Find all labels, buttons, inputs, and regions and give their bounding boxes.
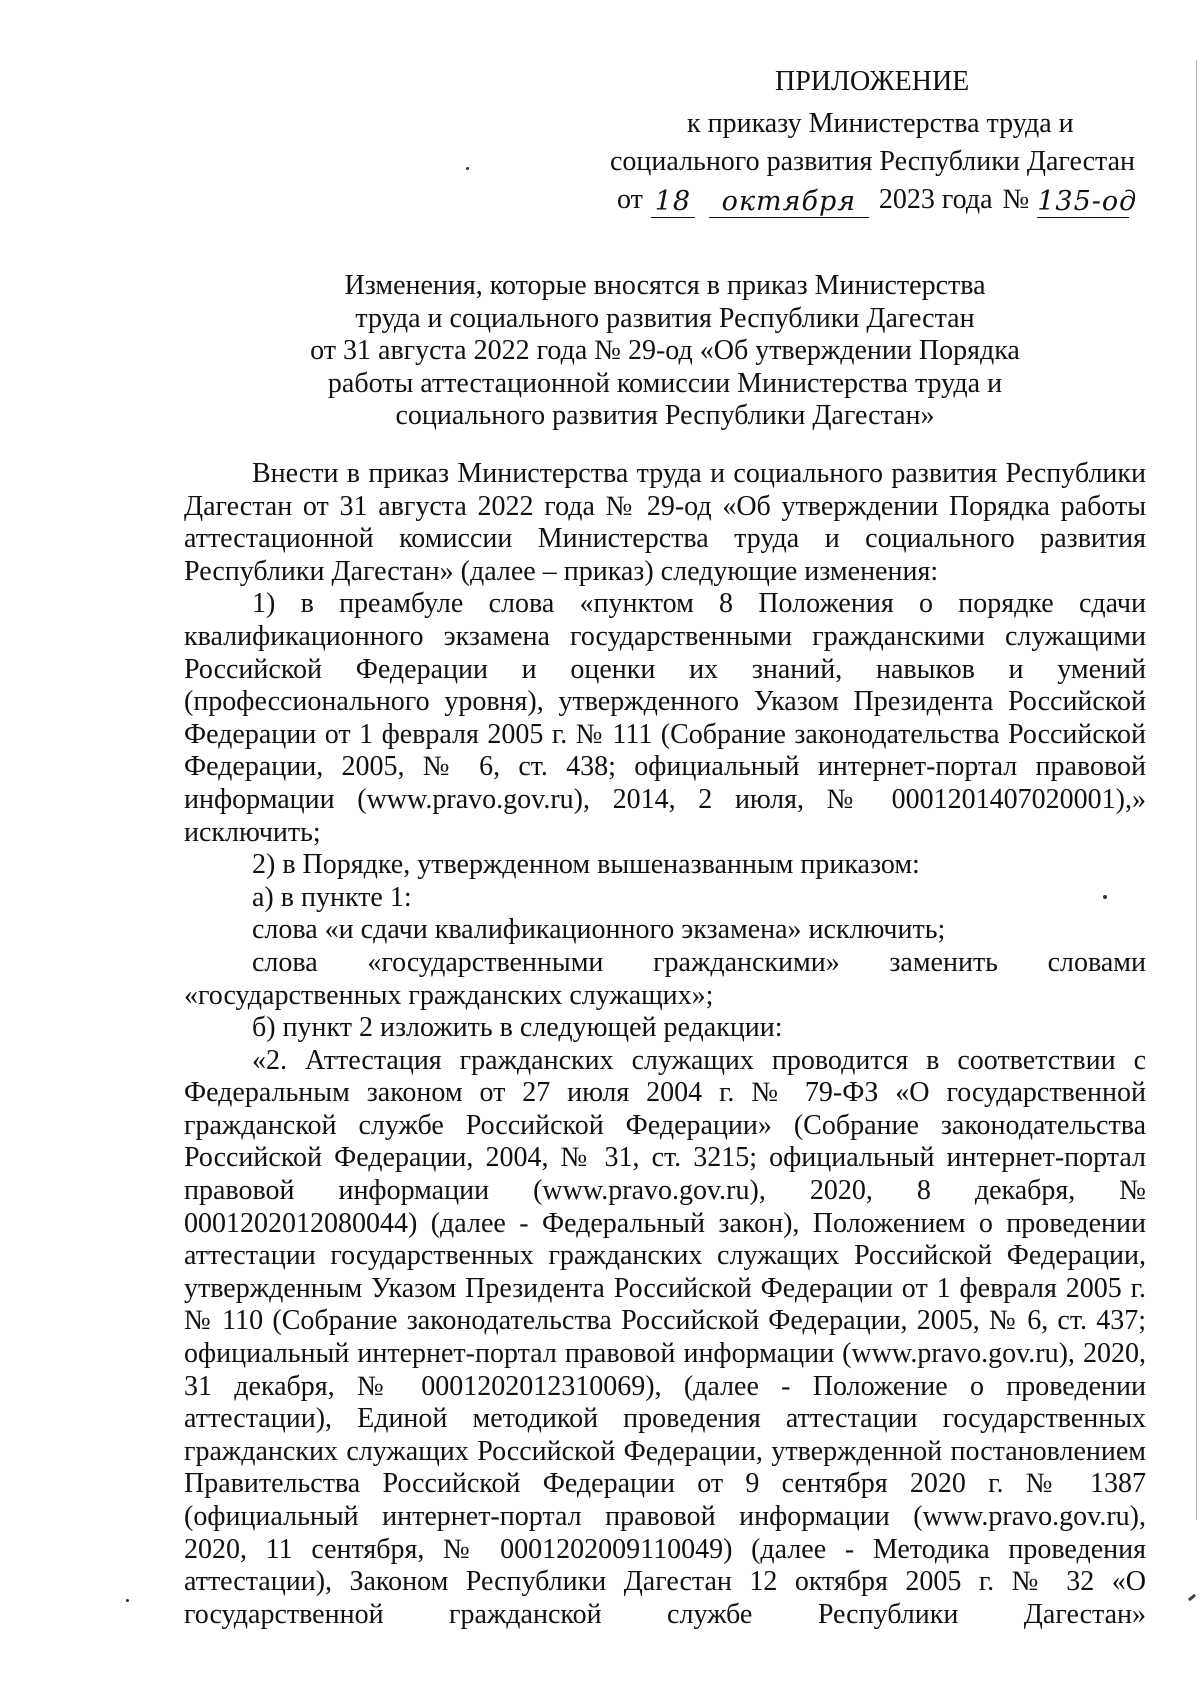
document-body <box>184 458 1146 1631</box>
paragraph-words-replaced: слова «государственными гражданскими» заменить словами «государственных гражданских служащих»; <box>184 946 1146 1011</box>
scan-speck <box>1103 895 1107 899</box>
paragraph-new-item-2: «2. Аттестация гражданских служащих проводится в соответствии с Федеральным законом от 27 июля 2004 г. № 79-ФЗ «О государственной гражданской службе Российской Федерации» (Собрание законодательства Российской Федерации, 2004, № 31, ст. 3215; официальный интернет-портал правовой информации (www.pravo.gov.ru), 2020, 8 декабря, № 0001202012080044) (далее - Федеральный закон), Положением о проведении аттестации государственных гражданских служащих Российской Федерации, утвержденным Указом Президента Российской Федерации от 1 февраля 2005 г. № 110 (Собрание законодательства Российской Федерации, 2005, № 6, ст. 437; официальный интернет-портал правовой информации (www.pravo.gov.ru), 2020, 31 декабря, № 0001202012310069), (далее - Положение о проведении аттестации), Единой методикой проведения аттестации государственных гражданских служащих Российской Федерации, утвержденной постановлением Правительства Российской Федерации от 9 сентября 2020 г. № 1387 (официальный интернет-портал правовой информации (www.pravo.gov.ru), 2020, 11 сентября, № 0001202009110049) (далее - Методика проведения аттестации), Законом Республики Дагестан 12 октября 2005 г. № 32 «О государственной гражданской службе Республики Дагестан» <box>184 1044 1146 1630</box>
year-text: 2023 года <box>878 184 993 215</box>
document-title <box>250 270 1080 433</box>
title-line: работы аттестационной комиссии Министерства труда и <box>327 367 1003 399</box>
paragraph-intro: Внести в приказ Министерства труда и социального развития Республики Дагестан от 31 августа 2022 года № 29-од «Об утверждении Порядка работы аттестационной комиссии Министерства труда и социального развития Республики Дагестан» (далее – приказ) следующие изменения: <box>184 458 1146 587</box>
handwritten-month: октября <box>709 187 869 218</box>
paragraph-subitem-b: б) пункт 2 изложить в следующей редакции: <box>252 1012 783 1044</box>
appendix-title: ПРИЛОЖЕНИЕ <box>775 66 970 97</box>
title-line: Изменения, которые вносятся в приказ Министерства <box>344 270 986 301</box>
appendix-date-number-line <box>617 182 1138 218</box>
appendix-order-reference: к приказу Министерства труда и <box>687 108 1074 139</box>
paragraph-item-2: 2) в Порядке, утвержденном вышеназванным приказом: <box>252 849 920 881</box>
scan-speck <box>126 1599 129 1602</box>
scan-edge-mark <box>1188 1594 1196 1601</box>
paragraph-item-1: 1) в преамбуле слова «пунктом 8 Положения о порядке сдачи квалификационного экзамена государственными гражданскими служащими Российской Федерации и оценки их знаний, навыков и умений (профессионального уровня), утвержденного Указом Президента Российской Федерации от 1 февраля 2005 г. № 111 (Собрание законодательства Российской Федерации, 2005, № 6, ст. 438; официальный интернет-портал правовой информации (www.pravo.gov.ru), 2014, 2 июля, № 0001201407020001),» исключить; <box>184 588 1146 848</box>
appendix-ministry-name: социального развития Республики Дагестан <box>610 146 1136 177</box>
title-line: труда и социального развития Республики Дагестан <box>355 302 975 334</box>
handwritten-order-number: 135-од <box>1037 186 1138 217</box>
handwritten-day: 18 <box>651 187 695 218</box>
paragraph-subitem-a: а) в пункте 1: <box>252 881 412 913</box>
title-line: от 31 августа 2022 года № 29-од «Об утверждении Порядка <box>310 335 1020 366</box>
scan-edge-line <box>1196 60 1197 1520</box>
paragraph-words-excluded: слова «и сдачи квалификационного экзамена» исключить; <box>252 914 946 946</box>
title-line: социального развития Республики Дагестан» <box>395 400 935 431</box>
number-sign: № <box>1002 184 1030 215</box>
date-prefix: от <box>617 184 643 215</box>
scan-speck <box>466 167 469 170</box>
